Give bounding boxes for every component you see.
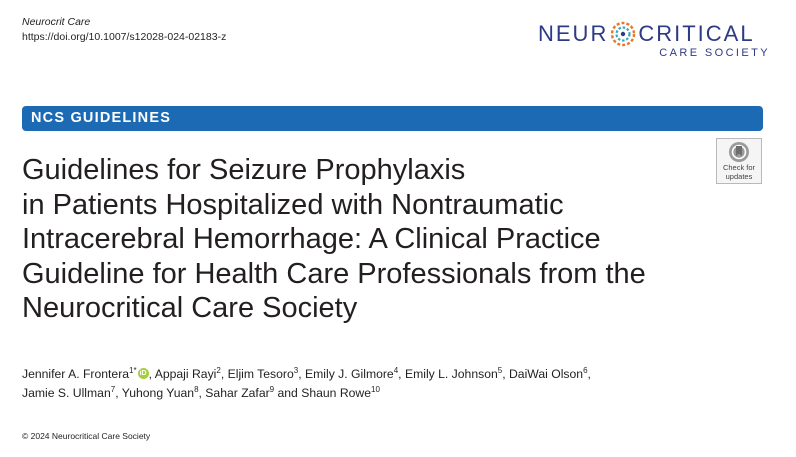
author-name[interactable]: Sahar Zafar	[205, 386, 270, 400]
section-label: NCS GUIDELINES	[31, 110, 172, 126]
title-line: Guideline for Health Care Professionals from the	[22, 257, 646, 290]
author-name[interactable]: Jennifer A. Frontera	[22, 367, 130, 381]
author-affiliation: 9	[269, 385, 275, 394]
author-name[interactable]: Emily J. Gilmore	[305, 367, 394, 381]
author-affiliation: 5	[497, 366, 503, 375]
copyright-notice: © 2024 Neurocritical Care Society	[22, 431, 151, 441]
author-list: Jennifer A. Frontera$^{1*}$ iD , Appaji Rayi$^2$, Eljim Tesoro$^3$, Emily J. Gilmore$^4$, Emily L. Johnson$^5$, DaiWai Olson$^6$, Jamie S. Ullman$^7$, Yuhong Yuan$^8$, Sahar Zafar$^9$ and Shaun Rowe$^{10}$	[22, 366, 591, 400]
author-affiliation: 2	[216, 366, 221, 375]
doi-link[interactable]: https://doi.org/10.1007/s12028-024-02183-z	[22, 31, 227, 43]
title-line: Intracerebral Hemorrhage: A Clinical Practice	[22, 223, 601, 255]
check-for-updates-line1: Check for	[722, 163, 756, 172]
orcid-icon[interactable]: iD	[139, 370, 147, 377]
author-name[interactable]: Shaun Rowe	[301, 386, 372, 400]
author-name[interactable]: Jamie S. Ullman	[22, 386, 111, 400]
author-name[interactable]: DaiWai Olson	[509, 367, 584, 381]
ncs-logo	[538, 20, 774, 64]
logo-text-right: CRITICAL	[638, 21, 755, 47]
author-affiliation: 1*	[129, 366, 137, 375]
author-affiliation: 7	[110, 385, 116, 394]
article-title	[22, 153, 782, 326]
logo-text-left: NEUR	[538, 21, 609, 47]
author-name[interactable]: Eljim Tesoro	[227, 367, 294, 381]
author-affiliation: 3	[293, 366, 299, 375]
author-name[interactable]: Emily L. Johnson	[404, 367, 498, 381]
brain-circle-icon	[610, 21, 636, 47]
author-affiliation: 10	[371, 385, 380, 394]
author-affiliation: 4	[393, 366, 399, 375]
journal-name: Neurocrit Care	[22, 16, 91, 28]
logo-subtitle: CARE SOCIETY	[659, 47, 770, 59]
author-name[interactable]: Yuhong Yuan	[121, 386, 195, 400]
author-affiliation: 6	[583, 366, 588, 375]
check-for-updates-line2: updates	[725, 171, 753, 181]
title-line: Neurocritical Care Society	[22, 292, 358, 324]
title-line: Guidelines for Seizure Prophylaxis	[22, 154, 466, 186]
title-line: in Patients Hospitalized with Nontraumatic	[22, 188, 564, 221]
section-banner	[22, 106, 763, 131]
author-name[interactable]: Appaji Rayi	[154, 367, 217, 381]
author-affiliation: 8	[194, 385, 199, 394]
